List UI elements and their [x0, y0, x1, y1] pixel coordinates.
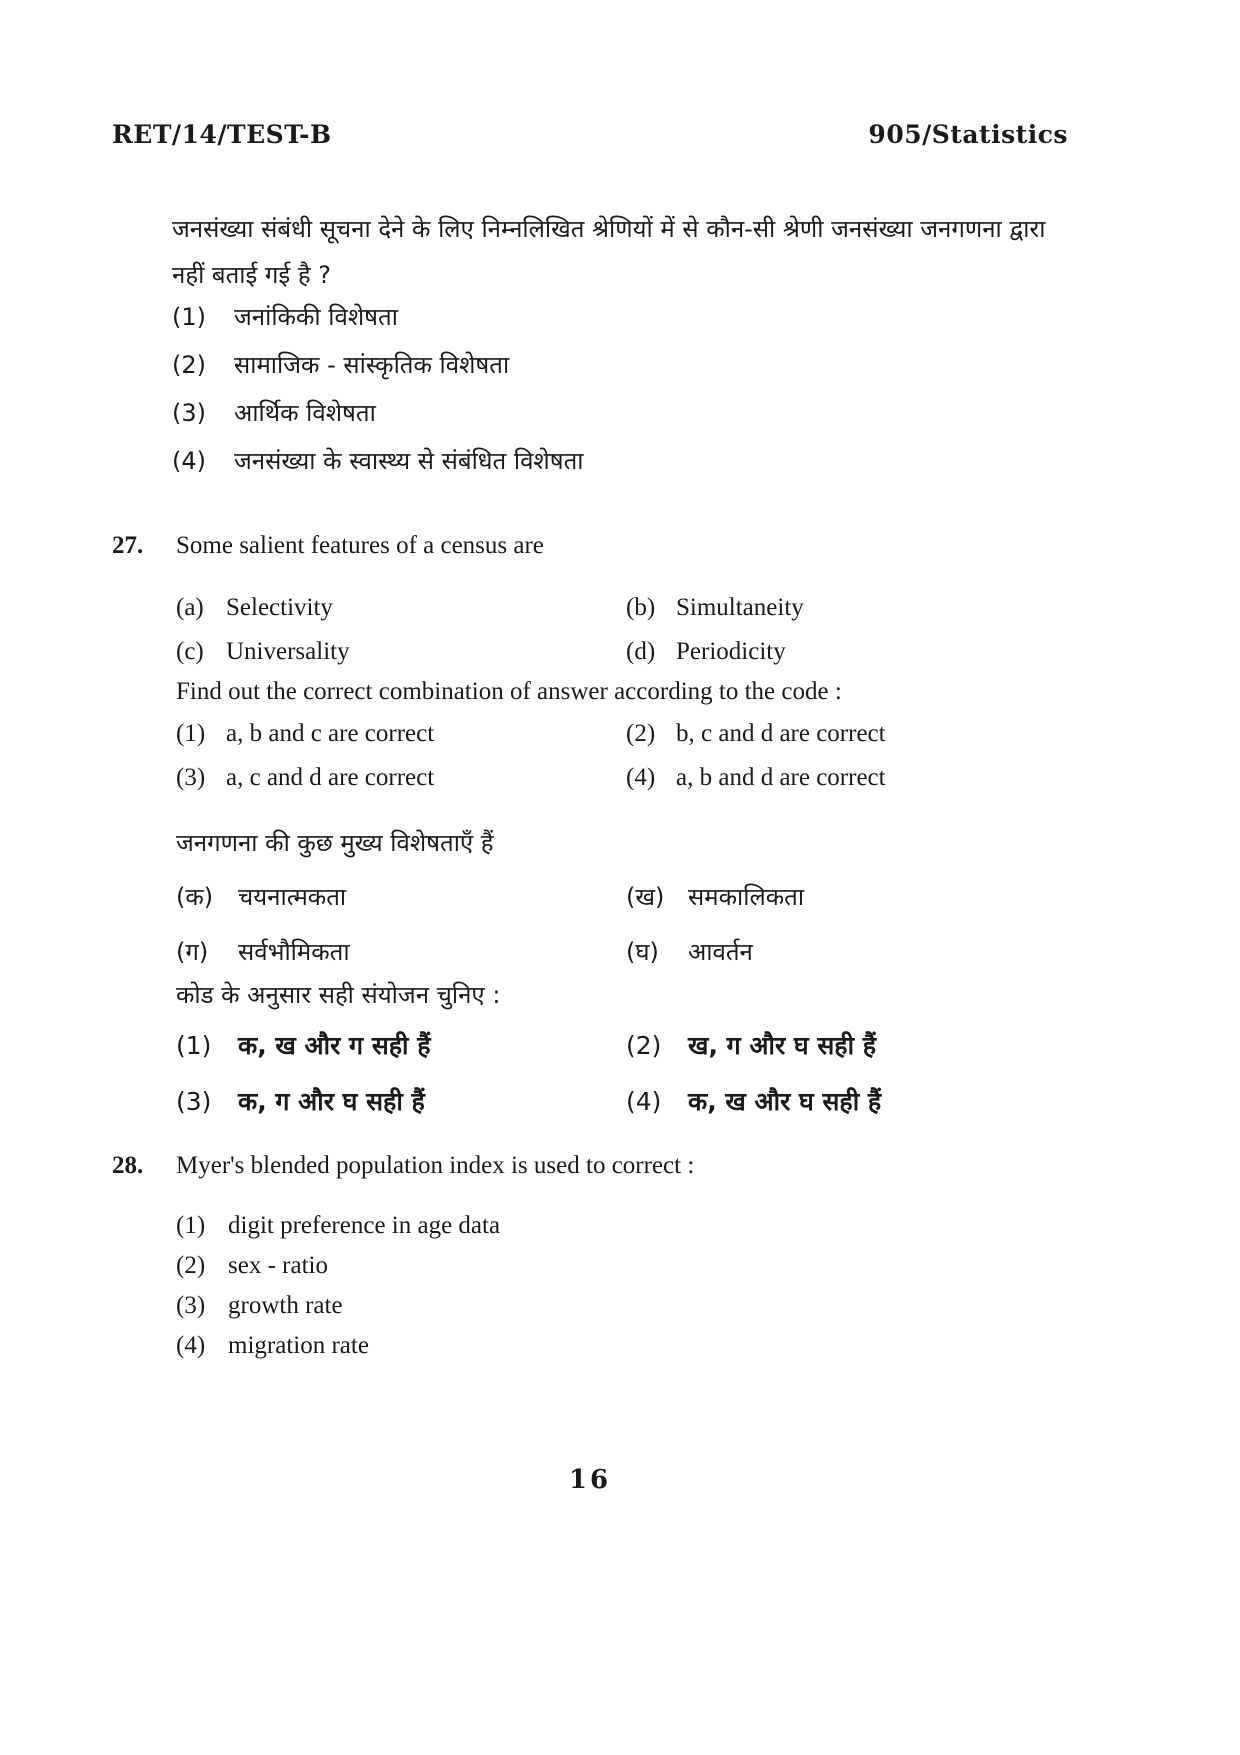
item — [626, 935, 1076, 968]
option-number: (1) — [176, 1031, 212, 1060]
option — [176, 1292, 500, 1332]
q26-hindi-question: जनसंख्या संबंधी सूचना देने के लिए निम्नलिखित श्रेणियों में से कौन-सी श्रेणी जनसंख्या जनगणना द्वारा नहीं बताई गई है ? — [172, 215, 1046, 289]
q27-hindi-items — [176, 880, 1076, 968]
option-number: (1) — [176, 1212, 206, 1239]
option-text: क, ख और घ सही हैं — [688, 1087, 882, 1116]
item-text: आवर्तन — [688, 938, 753, 966]
item — [626, 880, 1076, 913]
item-tag: (ग) — [176, 938, 209, 966]
q27-number: 27. — [112, 532, 144, 559]
option-number: (2) — [626, 720, 656, 747]
option-text: migration rate — [228, 1332, 369, 1359]
q27-hindi-options — [176, 1028, 1076, 1118]
option-number: (1) — [176, 720, 206, 747]
item-text: Selectivity — [226, 594, 333, 621]
item — [176, 880, 626, 913]
item-tag: (ख) — [626, 883, 665, 911]
option — [176, 720, 626, 748]
option — [176, 1252, 500, 1292]
option-number: (3) — [176, 1292, 206, 1319]
option — [172, 348, 584, 396]
option-text: sex - ratio — [228, 1252, 328, 1279]
option — [176, 1084, 626, 1118]
item-tag: (b) — [626, 594, 656, 621]
option-number: (2) — [176, 1252, 206, 1279]
option — [172, 396, 584, 444]
option-number: (4) — [626, 1087, 662, 1116]
q28-question: Myer's blended population index is used to correct : — [176, 1152, 695, 1179]
option — [176, 1212, 500, 1252]
item-text: सर्वभौमिकता — [238, 938, 350, 966]
option-text: सामाजिक - सांस्कृतिक विशेषता — [234, 351, 510, 379]
exam-code: RET/14/TEST-B — [112, 120, 332, 149]
q27-question: Some salient features of a census are — [176, 532, 544, 559]
item-text: समकालिकता — [688, 883, 805, 911]
option-number: (2) — [626, 1031, 662, 1060]
item — [176, 594, 626, 622]
option-text: a, b and d are correct — [676, 764, 886, 791]
option-number: (3) — [176, 764, 206, 791]
option-text: जनांकिकी विशेषता — [234, 303, 398, 331]
item-text: चयनात्मकता — [238, 883, 347, 911]
option-text: जनसंख्या के स्वास्थ्य से संबंधित विशेषता — [234, 447, 584, 475]
option-number: (3) — [176, 1087, 212, 1116]
subject-code: 905/Statistics — [868, 120, 1068, 149]
option-text: b, c and d are correct — [676, 720, 886, 747]
q27-items — [176, 594, 1076, 666]
item — [176, 935, 626, 968]
option — [626, 764, 1076, 792]
option — [176, 1028, 626, 1062]
item-tag: (c) — [176, 638, 204, 665]
option-text: growth rate — [228, 1292, 343, 1319]
item-tag: (क) — [176, 883, 214, 911]
q26-hindi-options — [172, 300, 584, 492]
option — [626, 1028, 1076, 1062]
item-tag: (a) — [176, 594, 204, 621]
q27-instruction: Find out the correct combination of answer according to the code : — [176, 678, 842, 705]
option-number: (2) — [172, 351, 206, 379]
option-number: (4) — [176, 1332, 206, 1359]
option-text: आर्थिक विशेषता — [234, 399, 376, 427]
option-number: (4) — [626, 764, 656, 791]
q28-options — [176, 1212, 500, 1372]
item-text: Simultaneity — [676, 594, 804, 621]
option-text: a, c and d are correct — [226, 764, 435, 791]
option-number: (1) — [172, 303, 206, 331]
option — [176, 764, 626, 792]
q27-hindi-instruction: कोड के अनुसार सही संयोजन चुनिए : — [176, 981, 501, 1009]
item — [626, 638, 1076, 666]
option — [176, 1332, 500, 1372]
item-tag: (घ) — [626, 938, 659, 966]
option-number: (3) — [172, 399, 206, 427]
item — [626, 594, 1076, 622]
option — [626, 1084, 1076, 1118]
q27-options — [176, 720, 1076, 792]
option-text: a, b and c are correct — [226, 720, 435, 747]
page-number: 16 — [568, 1465, 612, 1495]
option-text: digit preference in age data — [228, 1212, 501, 1239]
option — [626, 720, 1076, 748]
item — [176, 638, 626, 666]
option-number: (4) — [172, 447, 206, 475]
option-text: ख, ग और घ सही हैं — [688, 1031, 877, 1060]
item-text: Periodicity — [676, 638, 786, 665]
item-tag: (d) — [626, 638, 656, 665]
option — [172, 300, 584, 348]
option-text: क, ग और घ सही हैं — [238, 1087, 425, 1116]
q27-hindi-question: जनगणना की कुछ मुख्य विशेषताएँ हैं — [176, 829, 494, 857]
option — [172, 444, 584, 492]
option-text: क, ख और ग सही हैं — [238, 1031, 431, 1060]
q28-number: 28. — [112, 1152, 144, 1179]
item-text: Universality — [226, 638, 350, 665]
